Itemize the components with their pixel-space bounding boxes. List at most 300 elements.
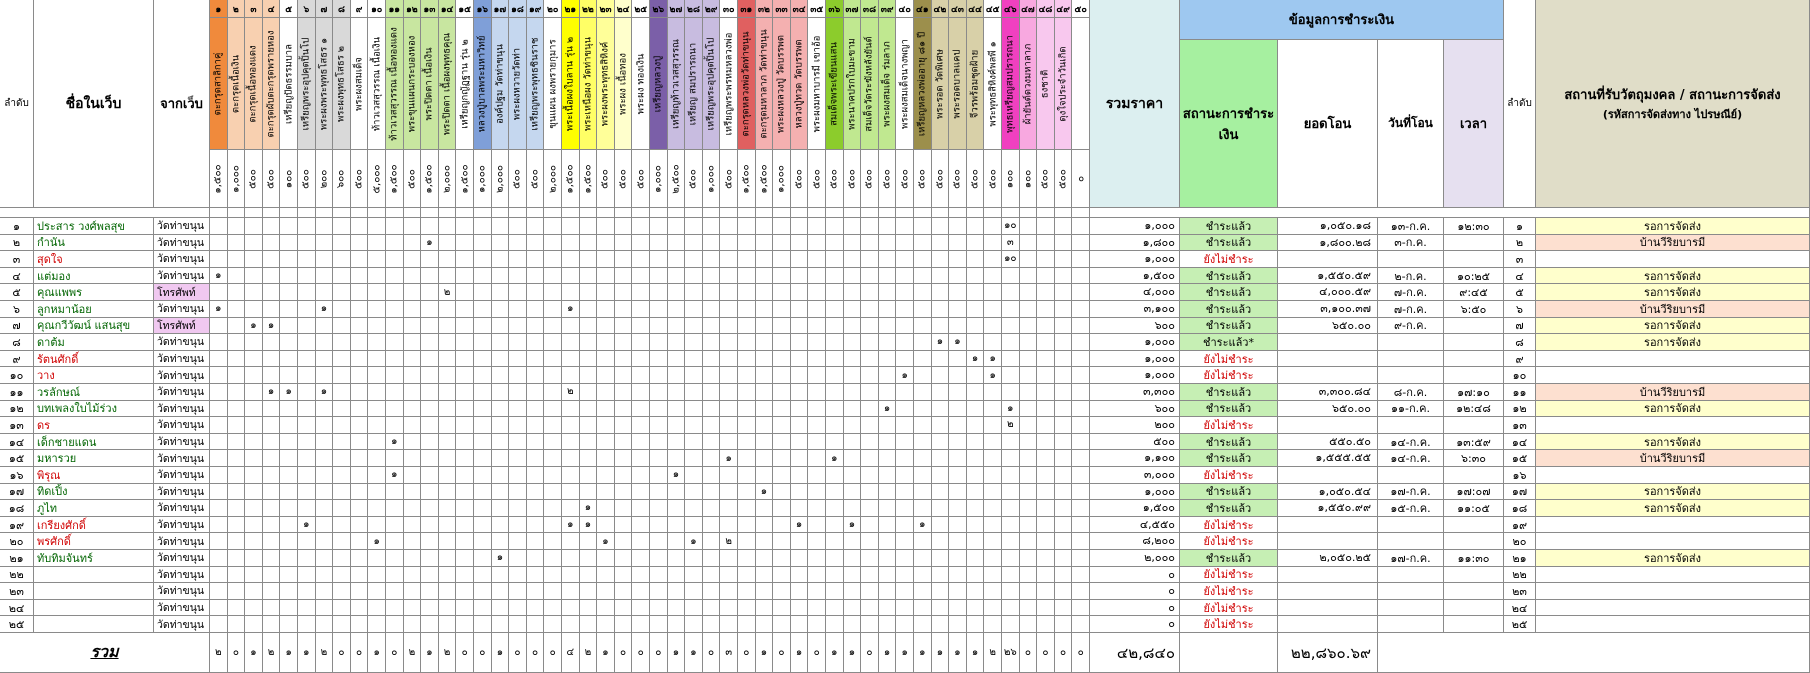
row-item-qty [773, 284, 791, 301]
row-item-qty [1055, 301, 1073, 318]
row-item-qty [509, 467, 527, 484]
item-price [316, 150, 334, 208]
row-item-qty [351, 616, 369, 633]
row-item-qty [1072, 301, 1090, 318]
item-number: ๑๗ [492, 0, 510, 18]
row-item-qty [492, 450, 510, 467]
item-name-text: สมเด็จวัดระฆังหลังยันต์ [863, 35, 875, 132]
item-name [984, 18, 1002, 150]
row-item-qty [861, 434, 879, 451]
row-item-qty [368, 583, 386, 600]
item-price-text: ๖๐๐ [335, 169, 347, 188]
row-total: ๐ [1090, 600, 1180, 617]
row-item-qty [773, 500, 791, 517]
row-item-qty [949, 550, 967, 567]
row-item-qty [228, 334, 246, 351]
item-name-text: เหรียญท้าวเวสสุวรรณ [670, 38, 682, 129]
row-item-qty [544, 450, 562, 467]
item-name [632, 18, 650, 150]
row-item-qty [879, 384, 897, 401]
row-item-qty [368, 484, 386, 501]
row-item-qty [580, 251, 598, 268]
row-name[interactable] [34, 567, 154, 584]
row-item-qty [280, 533, 298, 550]
row-item-qty [333, 351, 351, 368]
row-name[interactable]: ทับทิมจันทร์ [34, 550, 154, 567]
row-ship-status [1536, 417, 1810, 434]
row-item-qty [720, 484, 738, 501]
row-item-qty [808, 384, 826, 401]
row-amount: ๖๕๐.๐๐ [1278, 401, 1378, 418]
row-item-qty [492, 533, 510, 550]
row-item-qty [280, 318, 298, 335]
row-item-qty [333, 301, 351, 318]
row-amount: ๑,๕๕๐.๕๙ [1278, 268, 1378, 285]
row-name[interactable]: สุดใจ [34, 251, 154, 268]
item-price-text: ๑,๕๐๐ [582, 163, 594, 194]
row-item-qty [562, 235, 580, 252]
row-item-qty [492, 318, 510, 335]
row-item-qty [580, 301, 598, 318]
row-item-qty [967, 218, 985, 235]
row-item-qty [896, 467, 914, 484]
row-item-qty [351, 218, 369, 235]
row-item-qty [245, 334, 263, 351]
row-item-qty [210, 517, 228, 534]
row-item-qty [562, 434, 580, 451]
row-name[interactable]: แต่มอง [34, 268, 154, 285]
header-payment-group: ข้อมูลการชำระเงิน [1180, 0, 1504, 40]
row-item-qty [386, 616, 404, 633]
row-seq-right: ๑๒ [1504, 401, 1536, 418]
row-item-qty [210, 318, 228, 335]
row-name[interactable] [34, 600, 154, 617]
row-item-qty [861, 600, 879, 617]
row-item-qty [298, 334, 316, 351]
row-item-qty [474, 367, 492, 384]
row-total: ๓,๐๐๐ [1090, 467, 1180, 484]
row-from: วัดท่าขนุน [154, 467, 210, 484]
row-item-qty [562, 268, 580, 285]
item-name [932, 18, 950, 150]
row-item-qty [404, 334, 422, 351]
row-item-qty [280, 417, 298, 434]
row-item-qty [456, 533, 474, 550]
item-name-text: เหรียญพระอุปคุตปิ้นโป [300, 37, 312, 130]
row-item-qty [932, 401, 950, 418]
row-name[interactable]: บทเพลงใบไม้ร่วง [34, 401, 154, 418]
row-item-qty [932, 517, 950, 534]
row-item-qty: ๑ [210, 268, 228, 285]
row-item-qty [210, 417, 228, 434]
row-item-qty [967, 367, 985, 384]
item-name [263, 18, 281, 150]
row-item-qty [316, 583, 334, 600]
row-item-qty [685, 484, 703, 501]
row-item-qty [404, 401, 422, 418]
row-amount: ๑,๕๕๐.๙๙ [1278, 500, 1378, 517]
row-name[interactable]: วรลักษณ์ [34, 384, 154, 401]
row-item-qty [914, 401, 932, 418]
item-price [245, 150, 263, 208]
row-item-qty [509, 367, 527, 384]
row-name[interactable] [34, 616, 154, 633]
item-price [1002, 150, 1020, 208]
row-item-qty [316, 367, 334, 384]
row-item-qty [263, 251, 281, 268]
item-number: ๒๐ [544, 0, 562, 18]
row-item-qty [756, 533, 774, 550]
row-name[interactable]: ภูไท [34, 500, 154, 517]
item-price-text: ๐ [1075, 175, 1087, 182]
row-item-qty [650, 384, 668, 401]
footer-pay-blank [1180, 633, 1278, 673]
row-item-qty [404, 417, 422, 434]
row-seq: ๑ [0, 218, 34, 235]
row-item-qty [615, 434, 633, 451]
row-name[interactable]: รัตนศักดิ์ [34, 351, 154, 368]
row-item-qty [492, 268, 510, 285]
row-name[interactable]: เกรียงศักดิ์ [34, 517, 154, 534]
row-item-qty [826, 417, 844, 434]
row-seq-right: ๒๕ [1504, 616, 1536, 633]
row-item-qty [720, 583, 738, 600]
row-item-qty [932, 450, 950, 467]
row-item-qty [967, 616, 985, 633]
row-item-qty [967, 517, 985, 534]
row-item-qty: ๑ [245, 318, 263, 335]
row-name[interactable]: เด็กชายแดน [34, 434, 154, 451]
row-item-qty [404, 318, 422, 335]
row-item-qty [1055, 583, 1073, 600]
item-price [967, 150, 985, 208]
row-item-qty [1072, 567, 1090, 584]
row-name[interactable]: ทิดเปิ้ง [34, 484, 154, 501]
row-item-qty [685, 351, 703, 368]
row-item-qty [685, 450, 703, 467]
row-item-qty [580, 367, 598, 384]
row-item-qty [368, 616, 386, 633]
row-item-qty [826, 517, 844, 534]
item-name [756, 18, 774, 150]
row-item-qty [720, 401, 738, 418]
row-item-qty [597, 301, 615, 318]
row-item-qty [597, 401, 615, 418]
row-item-qty [1072, 450, 1090, 467]
row-item-qty [756, 616, 774, 633]
item-name-text: พระผงมหาบารมี เขาอ้อ [811, 35, 823, 132]
item-price [949, 150, 967, 208]
row-item-qty [298, 351, 316, 368]
item-number: ๒ [228, 0, 246, 18]
row-amount: ๑,๐๕๐.๑๘ [1278, 218, 1378, 235]
row-seq: ๑๖ [0, 467, 34, 484]
row-item-qty [703, 600, 721, 617]
item-price-text: ๕๐๐ [406, 168, 418, 189]
row-from: โทรศัพท์ [154, 318, 210, 335]
row-item-qty [1072, 616, 1090, 633]
row-item-qty [263, 517, 281, 534]
row-item-qty [1055, 434, 1073, 451]
row-item-qty [896, 251, 914, 268]
spacer-item [632, 208, 650, 218]
row-item-qty [1037, 351, 1055, 368]
row-item-qty [932, 284, 950, 301]
row-name[interactable]: วาง [34, 367, 154, 384]
row-item-qty [456, 450, 474, 467]
row-item-qty [1037, 417, 1055, 434]
row-item-qty [456, 218, 474, 235]
row-item-qty: ๑๐ [1002, 251, 1020, 268]
row-item-qty [949, 434, 967, 451]
spacer-item [527, 208, 545, 218]
row-name[interactable] [34, 583, 154, 600]
row-name[interactable]: พิรุณ [34, 467, 154, 484]
row-item-qty [1002, 517, 1020, 534]
row-item-qty [351, 434, 369, 451]
row-date [1378, 517, 1444, 534]
row-item-qty [439, 318, 457, 335]
row-item-qty [298, 533, 316, 550]
row-item-qty [738, 367, 756, 384]
row-item-qty [316, 484, 334, 501]
row-item-qty: ๓ [1002, 235, 1020, 252]
spacer-item [333, 208, 351, 218]
row-item-qty: ๑ [896, 367, 914, 384]
row-item-qty [984, 301, 1002, 318]
row-item-qty [439, 467, 457, 484]
row-item-qty [456, 268, 474, 285]
row-item-qty [298, 284, 316, 301]
row-item-qty [527, 384, 545, 401]
row-item-qty [984, 550, 1002, 567]
row-item-qty [967, 500, 985, 517]
row-item-qty [228, 583, 246, 600]
row-item-qty [1072, 583, 1090, 600]
row-item-qty [263, 583, 281, 600]
row-item-qty [439, 301, 457, 318]
row-item-qty [492, 384, 510, 401]
row-item-qty [984, 583, 1002, 600]
footer-col-total: ๐ [615, 633, 633, 673]
row-item-qty [703, 500, 721, 517]
row-item-qty [1002, 384, 1020, 401]
row-item-qty [861, 401, 879, 418]
row-item-qty [615, 301, 633, 318]
item-name-text: พระผงสมเด็จ ร่มลาภ [881, 40, 893, 127]
item-price-text: ๕๐๐ [811, 168, 823, 189]
row-item-qty [351, 484, 369, 501]
row-item-qty [597, 284, 615, 301]
row-item-qty [474, 450, 492, 467]
item-name-text: พระผงพุทธโสธร ๒ [335, 45, 347, 122]
row-item-qty [597, 218, 615, 235]
row-name[interactable]: พรศักดิ์ [34, 533, 154, 550]
row-item-qty [632, 301, 650, 318]
row-pay-status: ชำระแล้ว [1180, 450, 1278, 467]
row-name[interactable]: ดาต้ม [34, 334, 154, 351]
row-item-qty [1020, 517, 1038, 534]
row-item-qty [896, 235, 914, 252]
row-item-qty [562, 218, 580, 235]
row-date [1378, 417, 1444, 434]
row-item-qty [527, 351, 545, 368]
row-item-qty [1072, 401, 1090, 418]
footer-amount-total: ๒๒,๘๖๐.๖๙ [1278, 633, 1378, 673]
row-item-qty [280, 218, 298, 235]
row-item-qty [316, 533, 334, 550]
row-item-qty [632, 484, 650, 501]
row-item-qty [738, 434, 756, 451]
row-item-qty [527, 301, 545, 318]
row-item-qty [826, 268, 844, 285]
row-item-qty [333, 417, 351, 434]
row-name[interactable]: คุณกวีวัฒน์ แสนสุข [34, 318, 154, 335]
row-item-qty [949, 567, 967, 584]
row-item-qty: ๑ [580, 500, 598, 517]
row-item-qty [298, 218, 316, 235]
row-total: ๖๐๐ [1090, 318, 1180, 335]
item-price-text: ๕๐๐ [687, 168, 699, 189]
row-item-qty [1072, 533, 1090, 550]
row-item-qty [597, 367, 615, 384]
row-name[interactable]: ลูกหมาน้อย [34, 301, 154, 318]
row-item-qty [316, 218, 334, 235]
row-seq: ๒๕ [0, 616, 34, 633]
row-item-qty [650, 467, 668, 484]
row-item-qty [967, 235, 985, 252]
row-item-qty [1020, 301, 1038, 318]
item-name [333, 18, 351, 150]
row-item-qty [703, 351, 721, 368]
row-ship-status [1536, 616, 1810, 633]
footer-col-total: ๐ [738, 633, 756, 673]
item-price [1037, 150, 1055, 208]
row-item-qty [1072, 251, 1090, 268]
row-ship-status [1536, 567, 1810, 584]
row-pay-status: ยังไม่ชำระ [1180, 417, 1278, 434]
row-item-qty: ๑ [210, 301, 228, 318]
row-item-qty [949, 500, 967, 517]
row-item-qty [245, 583, 263, 600]
row-name[interactable]: ดร [34, 417, 154, 434]
header-time: เวลา [1444, 40, 1504, 208]
row-item-qty [632, 533, 650, 550]
row-item-qty [228, 401, 246, 418]
item-price-text: ๕๐๐ [899, 168, 911, 189]
footer-col-total: ๑ [368, 633, 386, 673]
row-item-qty [456, 484, 474, 501]
row-item-qty [685, 284, 703, 301]
row-item-qty [386, 484, 404, 501]
item-price-text: ๑,๕๐๐ [564, 163, 576, 194]
row-item-qty [773, 583, 791, 600]
row-item-qty [808, 533, 826, 550]
row-item-qty [773, 616, 791, 633]
item-price [509, 150, 527, 208]
row-item-qty [1055, 235, 1073, 252]
row-item-qty [527, 318, 545, 335]
row-name[interactable]: ประสาร วงศ์พลสุข [34, 218, 154, 235]
row-seq: ๑๔ [0, 434, 34, 451]
row-name[interactable]: มหารวย [34, 450, 154, 467]
row-item-qty [879, 533, 897, 550]
row-item-qty [1037, 616, 1055, 633]
row-item-qty [738, 417, 756, 434]
row-item-qty [896, 401, 914, 418]
spacer-item [826, 208, 844, 218]
row-item-qty [421, 251, 439, 268]
row-item-qty [632, 567, 650, 584]
row-item-qty [984, 467, 1002, 484]
item-price-text: ๒,๐๐๐ [494, 164, 506, 193]
row-item-qty [632, 235, 650, 252]
row-item-qty [404, 467, 422, 484]
item-price [896, 150, 914, 208]
row-item-qty [844, 334, 862, 351]
row-item-qty [808, 583, 826, 600]
row-item-qty [421, 517, 439, 534]
row-item-qty [1072, 284, 1090, 301]
row-item-qty [685, 616, 703, 633]
item-name-text: เหรียญปัดธรรมบาล [283, 43, 295, 124]
row-item-qty [210, 450, 228, 467]
item-number: ๔๙ [1055, 0, 1073, 18]
row-item-qty [720, 284, 738, 301]
row-item-qty [826, 318, 844, 335]
row-item-qty [509, 484, 527, 501]
row-item-qty [544, 484, 562, 501]
row-item-qty [808, 484, 826, 501]
row-item-qty [650, 367, 668, 384]
row-amount: ๑,๘๐๐.๒๘ [1278, 235, 1378, 252]
row-item-qty [650, 450, 668, 467]
row-item-qty [210, 218, 228, 235]
row-seq-right: ๑ [1504, 218, 1536, 235]
row-item-qty [509, 251, 527, 268]
row-item-qty: ๑ [263, 384, 281, 401]
row-item-qty [509, 517, 527, 534]
row-amount [1278, 351, 1378, 368]
row-item-qty: ๑ [562, 301, 580, 318]
row-item-qty [1055, 600, 1073, 617]
row-item-qty [615, 218, 633, 235]
spacer-item [861, 208, 879, 218]
item-number: ๔๒ [932, 0, 950, 18]
footer-col-total: ๐ [351, 633, 369, 673]
item-number: ๖ [298, 0, 316, 18]
row-item-qty [1037, 484, 1055, 501]
row-date: ๙-ก.ค. [1378, 318, 1444, 335]
row-item-qty [245, 351, 263, 368]
row-item-qty [632, 318, 650, 335]
row-item-qty [791, 600, 809, 617]
row-date: ๑๗-ก.ค. [1378, 484, 1444, 501]
row-item-qty [668, 500, 686, 517]
row-item-qty [421, 616, 439, 633]
row-item-qty [597, 235, 615, 252]
row-item-qty [756, 235, 774, 252]
item-name-text: ตะกรุดหลวงพ่อวัดท่าขนุน [740, 31, 752, 136]
row-total: ๐ [1090, 567, 1180, 584]
row-amount [1278, 567, 1378, 584]
row-name[interactable]: กำนัน [34, 235, 154, 252]
row-item-qty [826, 500, 844, 517]
row-name[interactable]: คุณแพพร [34, 284, 154, 301]
row-item-qty [245, 218, 263, 235]
row-item-qty [949, 251, 967, 268]
spacer-item [1020, 208, 1038, 218]
